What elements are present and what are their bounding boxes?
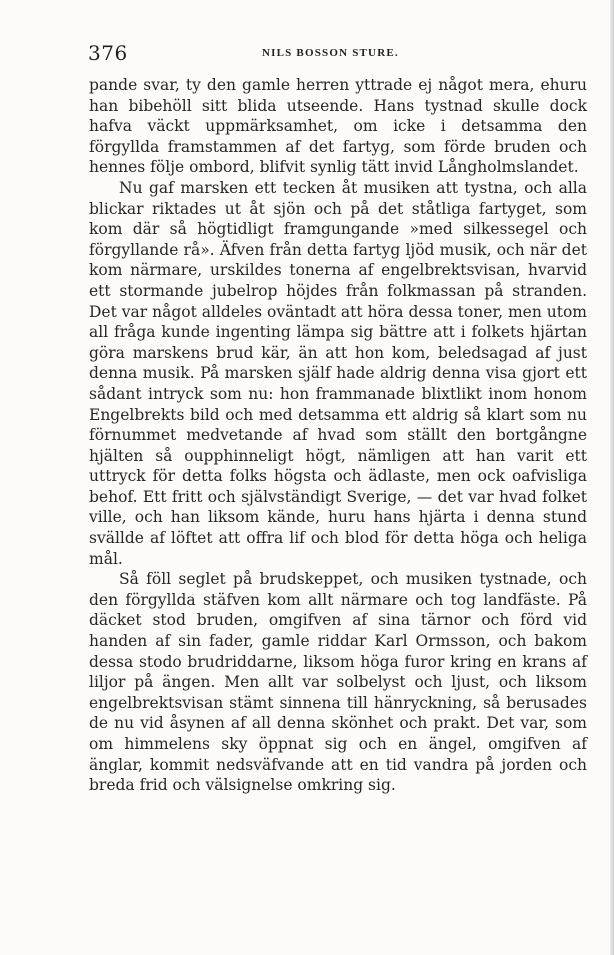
- running-head: [88, 41, 587, 67]
- paragraph-marsken-music: Nu gaf marsken ett tecken åt musiken att tystna, och alla blickar riktades ut åt sjön och på det ståtliga fartyget, som kom där så högtidligt framgungande »med silkessegel och förgyllande rå». Äfven från detta fartyg ljöd musik, och när det kom närmare, urskildes tonerna af engelbrektsvisan, hvarvid ett stormande jubelrop höjdes från folkmassan på stranden. Det var något alldeles oväntadt att höra dessa toner, men utom all fråga kunde ingenting lämpa sig bättre att i folkets hjärtan göra marskens brud kär, än att hon kom, beledsagad af just denna musik. På marsken själf hade aldrig denna visa gjort ett sådant intryck som nu: hon frammanade blixtlikt inom honom Engelbrekts bild och med detsamma ett aldrig så klart som nu förnummet medvetande af hvad som ställt den bortgångne hjälten så oupphinneligt högt, nämligen att han varit ett uttryck för detta folks högsta och ädlaste, men ock oafvisliga behof. Ett fritt och självständigt Sverige, — det var hvad folket ville, och han liksom kände, huru hans hjärta i denna stund svällde af löftet att offra lif och blod för detta höga och heliga mål.: [89, 178, 587, 568]
- page-edge-shadow: [610, 0, 614, 955]
- body-text: [89, 75, 587, 796]
- paragraph-bridal-ship: Så föll seglet på brudskeppet, och musiken tystnade, och den förgyllda stäfven kom allt närmare och tog landfäste. På däcket stod bruden, omgifven af sina tärnor och förd vid handen af sin fader, gamle riddar Karl Ormsson, och bakom dessa stodo brudriddarne, liksom höga furor kring en krans af liljor på ängen. Men allt var solbelyst och ljust, och liksom engelbrektsvisan stämt sinnena till hänryckning, så berusades de nu vid åsynen af all denna skönhet och prakt. Det var, som om himmelens sky öppnat sig och en ängel, omgifven af änglar, kommit nedsväfvande att en tid vandra på jorden och breda frid och välsignelse omkring sig.: [89, 570, 587, 795]
- paragraph-continuation: pande svar, ty den gamle herren yttrade ej något mera, ehuru han bibehöll sitt blida utseende. Hans tystnad skulle dock hafva väckt uppmärksamhet, om icke i detsamma den förgyllda framstammen af det fartyg, som förde bruden och hennes följe ombord, blifvit synlig tätt invid Långholmslandet.: [89, 76, 587, 177]
- running-title: NILS BOSSON STURE.: [262, 47, 399, 59]
- page-number: 376: [88, 41, 128, 65]
